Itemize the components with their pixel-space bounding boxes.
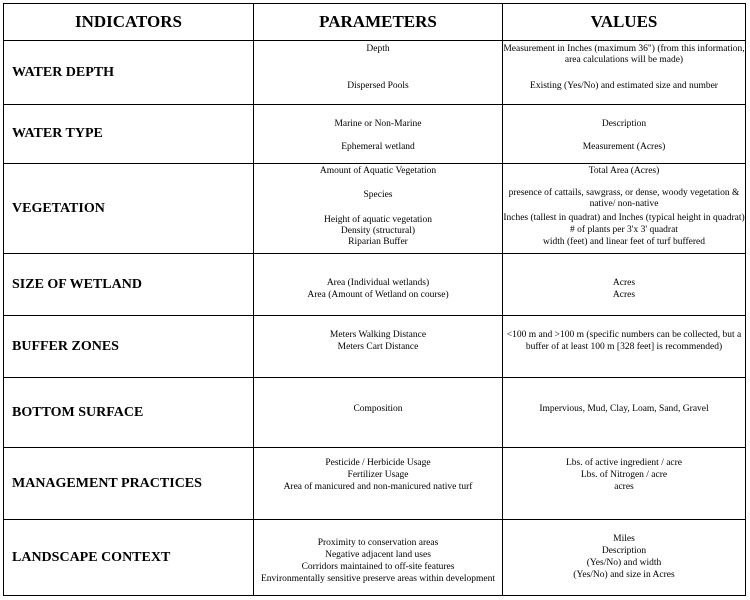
parameters-cell xyxy=(254,316,503,378)
value-line: Existing (Yes/No) and estimated size and number xyxy=(530,81,718,91)
indicator-cell: MANAGEMENT PRACTICES xyxy=(4,448,254,520)
values-cell xyxy=(503,164,746,254)
values-cell xyxy=(503,316,746,378)
parameter-line: Height of aquatic vegetation xyxy=(324,215,432,225)
parameter-line: Species xyxy=(363,190,393,200)
value-line: Acres xyxy=(612,278,636,288)
parameter-line: Ephemeral wetland xyxy=(341,142,415,152)
parameters-cell xyxy=(254,164,503,254)
table-row xyxy=(4,378,746,448)
value-line: (Yes/No) and width xyxy=(586,558,662,568)
table-row xyxy=(4,41,746,105)
value-line: Inches (tallest in quadrat) and Inches (typical height in quadrat) xyxy=(503,213,745,223)
indicators-table xyxy=(3,3,746,596)
parameter-line: Area (Individual wetlands) xyxy=(326,278,430,288)
indicator-cell: SIZE OF WETLAND xyxy=(4,254,254,316)
parameter-line: Fertilizer Usage xyxy=(347,470,409,480)
indicator-cell: BOTTOM SURFACE xyxy=(4,378,254,448)
value-line: buffer of at least 100 m [328 feet] is recommended) xyxy=(525,342,723,352)
table-row xyxy=(4,448,746,520)
parameter-line: Dispersed Pools xyxy=(347,81,409,91)
values-cell xyxy=(503,378,746,448)
parameter-line: Depth xyxy=(366,44,390,54)
table-row xyxy=(4,254,746,316)
parameter-line: Environmentally sensitive preserve areas within development xyxy=(261,574,495,584)
value-line: Description xyxy=(601,546,647,556)
value-line: Impervious, Mud, Clay, Loam, Sand, Gravel xyxy=(539,404,709,414)
value-line: Acres xyxy=(612,290,636,300)
value-line: native/ non-native xyxy=(589,199,659,209)
parameter-line: Negative adjacent land uses xyxy=(325,550,431,560)
value-line: Total Area (Acres) xyxy=(588,166,660,176)
parameter-line: Composition xyxy=(353,404,403,414)
table-row xyxy=(4,105,746,164)
values-cell xyxy=(503,520,746,596)
value-line: <100 m and >100 m (specific numbers can be collected, but a xyxy=(506,330,742,340)
indicator-cell: BUFFER ZONES xyxy=(4,316,254,378)
value-line: Lbs. of active ingredient / acre xyxy=(565,458,683,468)
parameter-line: Riparian Buffer xyxy=(348,237,408,247)
table-row xyxy=(4,520,746,596)
parameters-cell xyxy=(254,448,503,520)
parameter-line: Density (structural) xyxy=(340,226,416,236)
value-line: presence of cattails, sawgrass, or dense, woody vegetation & xyxy=(508,188,740,198)
parameter-line: Marine or Non-Marine xyxy=(334,119,422,129)
parameter-line: Area (Amount of Wetland on course) xyxy=(307,290,449,300)
parameters-cell xyxy=(254,41,503,105)
value-line: # of plants per 3'x 3' quadrat xyxy=(570,225,678,235)
parameters-cell xyxy=(254,105,503,164)
parameter-line: Proximity to conservation areas xyxy=(317,538,439,548)
value-line: Description xyxy=(601,119,647,129)
value-line: acres xyxy=(614,482,634,492)
parameter-line: Area of manicured and non-manicured native turf xyxy=(283,482,473,492)
header-values: VALUES xyxy=(503,4,746,41)
values-cell xyxy=(503,41,746,105)
parameters-cell xyxy=(254,520,503,596)
parameter-line: Meters Cart Distance xyxy=(337,342,419,352)
header-parameters: PARAMETERS xyxy=(254,4,503,41)
indicator-cell: LANDSCAPE CONTEXT xyxy=(4,520,254,596)
values-cell xyxy=(503,448,746,520)
parameter-line: Amount of Aquatic Vegetation xyxy=(319,166,437,176)
value-line: (Yes/No) and size in Acres xyxy=(573,570,675,580)
values-cell xyxy=(503,105,746,164)
value-line: width (feet) and linear feet of turf buffered xyxy=(542,237,706,247)
values-cell xyxy=(503,254,746,316)
parameters-cell xyxy=(254,254,503,316)
table-row xyxy=(4,164,746,254)
parameter-line: Meters Walking Distance xyxy=(329,330,427,340)
indicator-cell: WATER DEPTH xyxy=(4,41,254,105)
table-row xyxy=(4,316,746,378)
header-row xyxy=(4,4,746,41)
parameters-cell xyxy=(254,378,503,448)
header-indicators: INDICATORS xyxy=(4,4,254,41)
indicator-cell: WATER TYPE xyxy=(4,105,254,164)
parameter-line: Pesticide / Herbicide Usage xyxy=(325,458,431,468)
value-line: Measurement (Acres) xyxy=(582,142,666,152)
value-line: Measurement in Inches (maximum 36") (from this information, xyxy=(503,44,745,54)
value-line: area calculations will be made) xyxy=(564,55,684,65)
indicator-cell: VEGETATION xyxy=(4,164,254,254)
parameter-line: Corridors maintained to off-site features xyxy=(301,562,455,572)
value-line: Lbs. of Nitrogen / acre xyxy=(580,470,668,480)
value-line: Miles xyxy=(613,534,635,544)
